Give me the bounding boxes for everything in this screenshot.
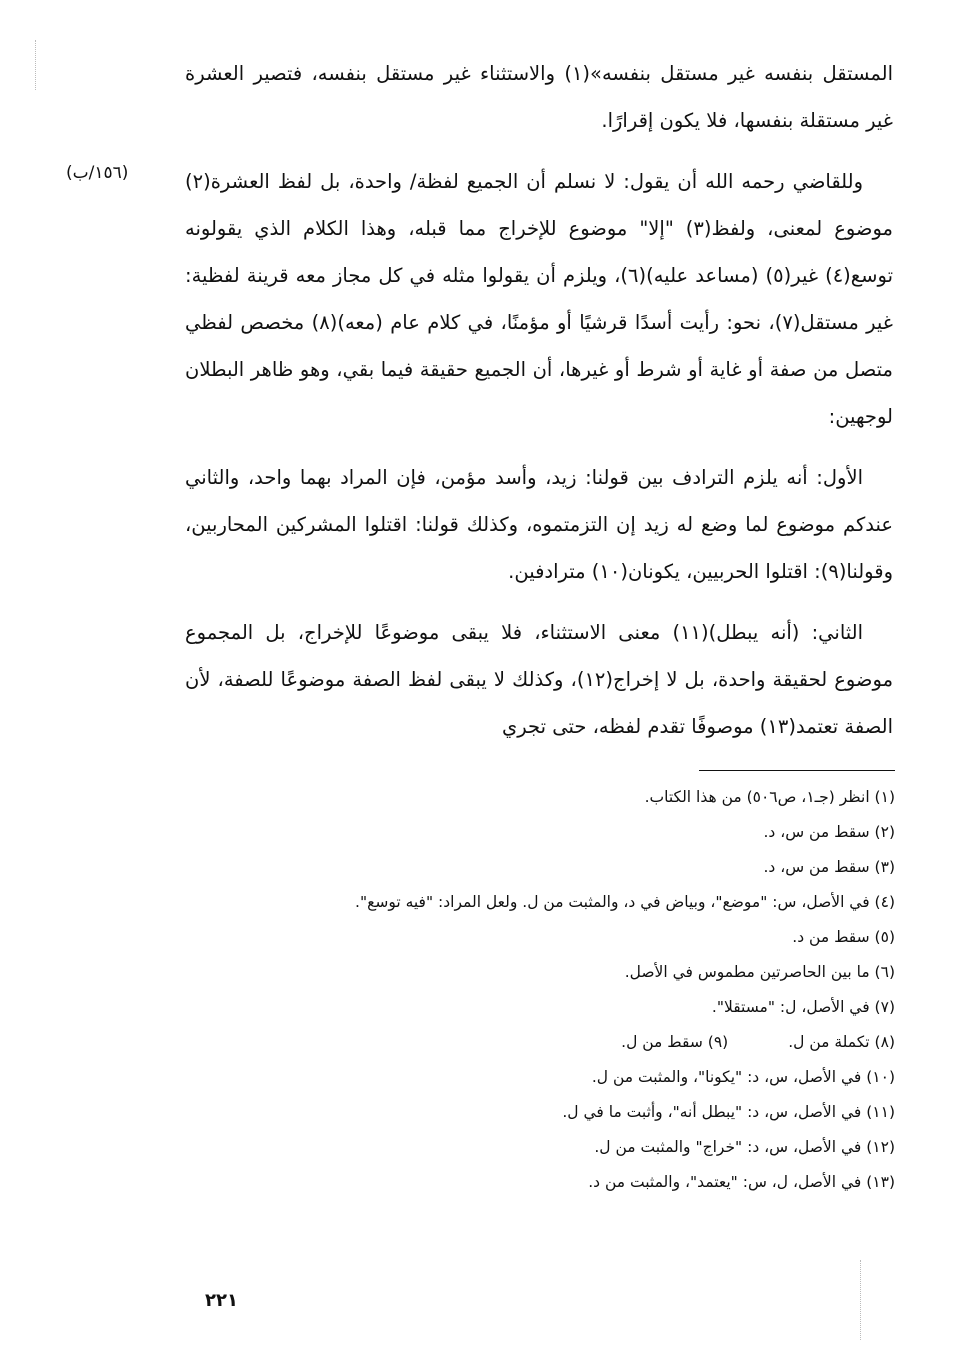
footnote-9: (٩) سقط من ل.	[621, 1033, 729, 1051]
footnote-separator	[699, 770, 895, 771]
footnote-7: (٧) في الأصل، ل: "مستقلا".	[711, 998, 895, 1016]
footnote-6: (٦) ما بين الحاصرتين مطموس في الأصل.	[624, 963, 895, 981]
footnote-11: (١١) في الأصل، س، د: "يبطل أنه"، وأثبت ما في ل.	[562, 1103, 895, 1121]
paragraph-3: الأول: أنه يلزم الترادف بين قولنا: زيد، وأسد مؤمن، فإن المراد بهما واحد، والثاني عندكم موضوع لما وضع له زيد إن التزمتموه، وكذلك قولنا: اقتلوا المشركين المحاربين، وقولنا(٩): اقتلوا الحربيين، يكونان(١٠) مترادفين.	[185, 466, 893, 583]
footnote-10: (١٠) في الأصل، س، د: "يكونا"، والمثبت من ل.	[591, 1068, 895, 1086]
paragraph-2: وللقاضي رحمه الله أن يقول: لا نسلم أن الجميع لفظة/ واحدة، بل لفظ العشرة(٢) موضوع لمعنى، ولفظ(٣) "إلا" موضوع للإخراج مما قبله، وهذا الكلام الذي يقولونه توسع(٤) غير(٥) (مساعد عليه)(٦)، ويلزم أن يقولوا مثله في كل مجاز معه قرينة لفظية: غير مستقل(٧)، نحو: رأيت أسدًا قرشيًا أو مؤمنًا، في كلام عام (معه)(٨) مخصص لفظي متصل من صفة أو غاية أو شرط أو غيرها، أن الجميع حقيقة فيما بقي، وهو ظاهر البطلان لوجهين:	[185, 170, 893, 428]
footnote-2: (٢) سقط من س، د.	[763, 823, 895, 841]
footnote-8: (٨) تكملة من ل.	[788, 1033, 895, 1051]
footnote-row-8-9	[185, 1025, 895, 1060]
footnote-12: (١٢) في الأصل، س، د: "خراج" والمثبت من ل.	[594, 1138, 895, 1156]
footnote-13: (١٣) في الأصل، ل، س: "يعتمد"، والمثبت من د.	[588, 1173, 895, 1191]
footnote-3: (٣) سقط من س، د.	[763, 858, 895, 876]
paragraph-4: الثاني: (أنه يبطل)(١١) معنى الاستثناء، فلا يبقى موضوعًا للإخراج، بل المجموع موضوع لحقيقة واحدة، بل لا إخراج(١٢)، وكذلك لا يبقى لفظ الصفة موضوعًا للصفة، لأن الصفة تعتمد(١٣) موصوفًا تقدم لفظه، حتى تجري	[185, 621, 894, 738]
footnotes	[185, 780, 895, 1200]
page-number: ٢٢١	[205, 1290, 238, 1311]
scan-mark	[860, 1260, 861, 1340]
footnote-1: (١) انظر (جـ١، ص٥٠٦) من هذا الكتاب.	[644, 788, 895, 806]
main-text	[185, 50, 893, 764]
manuscript-folio-note: (١٥٦/ب)	[66, 163, 129, 183]
paragraph-1: المستقل بنفسه غير مستقل بنفسه»(١) والاستثناء غير مستقل بنفسه، فتصير العشرة غير مستقلة بنفسها، فلا يكون إقرارًا.	[185, 62, 893, 132]
footnote-4: (٤) في الأصل، س: "موضع"، وبياض في د، والمثبت من ل. ولعل المراد: "فيه توسع".	[355, 893, 895, 911]
footnote-5: (٥) سقط من د.	[792, 928, 895, 946]
scan-mark	[35, 40, 36, 90]
